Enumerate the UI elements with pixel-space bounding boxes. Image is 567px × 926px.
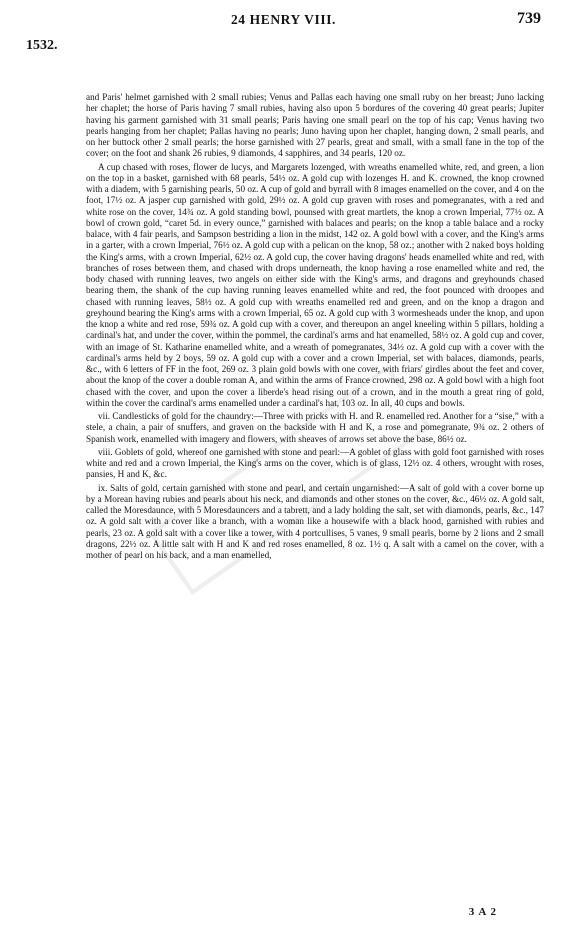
paragraph-candlesticks: vii. Candlesticks of gold for the chaundry:—Three with pricks with H. and R. enamelled red. Another for a “sise,” with a stele, a chain, a pair of snuffers, and graven on the backside with H and K, a rose and pomegranate, 9¾ oz. 2 others of Spanish work, enamelled with imagery and flowers, with sheaves of arrows set above the base, 86½ oz. [86, 411, 544, 444]
paragraph-cups: A cup chased with roses, flower de lucys, and Margarets lozenged, with wreaths enamelled white, red, and green, a lion on the top in a basket, garnished with 68 pearls, 54½ oz. A gold cup with lozenges H. and K. crowned, the knop crowned with a diadem, with 5 garnishing pearls, 50 oz. A cup of gold and byrrall with 8 images enamelled on the cover, and 4 on the foot, 17½ oz. A jasper cup garnished with gold, 29½ oz. A gold cup graven with roses and pomegranates, with a red and white rose on the cover, 14¾ oz. A gold standing bowl, pounsed with great martlets, the knop a crown Imperial, 77½ oz. A bowl of crown gold, “caret 5d. in every ounce,” garnished with balaces and pearls; on the knop a table balace and a rocky balace, with 4 fair pearls, and Sampson bestriding a lion in the midst, 142 oz. A gold bowl with a cover, and the King's arms in a garter, with a crown Imperial, 76½ oz. A gold cup with a pelican on the knop, 58 oz.; another with 2 naked boys holding the King's arms, with a crown Imperial, 62½ oz. A gold cup, the cover having dragons' heads enamelled white and red, with branches of roses between them, and chased with drops underneath, the knop having a rose enamelled white and red, the body chased with running leaves, two angels on either side with the King's arms, and dragons and greyhounds chased bearing them, the shank of the cup having running leaves enamelled white and red, the foot pounced with droopes and chased with running leaves, 58½ oz. A gold cup with wreaths enamelled red and green, and on the knop a dragon and greyhound bearing the King's arms with a crown Imperial, 65 oz. A gold cup with 3 wormesheads under the knop, and upon the knop a white and red rose, 59¾ oz. A gold cup with a cover, and thereupon an angel kneeling within 5 pillars, holding a cardinal's hat, and under the cover, within the pommel, the cardinal's arms and hat enamelled, 58½ oz. A gold cup and cover, with an image of St. Katharine enamelled white, and a wreath of pomegranates, 34½ oz. A gold cup with a cover with the cardinal's arms held by 2 boys, 59 oz. A gold cup with a cover and a crown Imperial, set with balaces, diamonds, pearls, &c., with 6 letters of FF in the foot, 269 oz. 3 plain gold bowls with one cover, with friars' girdles about the feet and cover, about the knop of the cover a double roman A, and within the arms of France crowned, 298 oz. A gold bowl with a high foot chased with the cover, and upon the cover a liberde's head rising out of a crown, and in the mouth a great ring of gold, within the cover the cardinal's arms enamelled under a cardinal's hat, 103 oz. In all, 40 cups and bowls. [86, 161, 544, 408]
year-marginal-note: 1532. [26, 38, 58, 53]
paragraph-goblets: viii. Goblets of gold, whereof one garnished with stone and pearl:—A goblet of glass with gold foot garnished with roses white and red and a crown Imperial, the King's arms on the cover, which is of glass, 12½ oz. 4 others, wrought with roses, pansies, H and K, &c. [86, 446, 544, 480]
running-head: 24 HENRY VIII. [230, 12, 337, 27]
signature-mark: 3 A 2 [468, 906, 497, 918]
paragraph-salts: ix. Salts of gold, certain garnished with stone and pearl, and certain ungarnished:—A salt of gold with a cover borne up by a Morean having rubies and pearls about his neck, and diamonds and other stones on the cover, &c., 46½ oz. A gold salt, called the Moresdaunce, with 5 Moresdauncers and a tabrett, and a lady holding the salt, set with diamonds, pearls, &c., 147 oz. A gold salt with a cover like a branch, with a woman like a housewife with a black hood, garnished with rubies and pearls, 23 oz. A gold salt with a cover like a tower, with 4 portcullises, 5 vanes, 9 small pearls, borne by 2 lions and 2 small dragons, 22½ oz. A little salt with H and K and red roses enamelled, 8 oz. 1½ q. A salt with a camel on the cover, with a mother of pearl on his back, and a man enamelled, [86, 482, 544, 560]
page-header [0, 0, 567, 28]
page-number: 739 [517, 10, 541, 27]
document-body [86, 92, 544, 561]
paragraph-continuation: and Paris' helmet garnished with 2 small rubies; Venus and Pallas each having one small ruby on her breast; Juno lacking her chaplet; the horse of Paris having 7 small rubies, having also upon 5 bordures of the covering 40 great pearls; Jupiter having his garment garnished with 31 small pearls; Paris having one small pearl on the top of his cap; Venus having two pearls hanging from her chaplet; Pallas having no pearls; Juno having upon her chaplet, hanging down, 2 small pearls, and on her buttock other 2 small pearls; the horse garnished with 27 pearls, great and small, with a small fane in the top of the cover; on the foot and shank 26 rubies, 9 diamonds, 4 sapphires, and 34 pearls, 120 oz. [86, 92, 544, 159]
